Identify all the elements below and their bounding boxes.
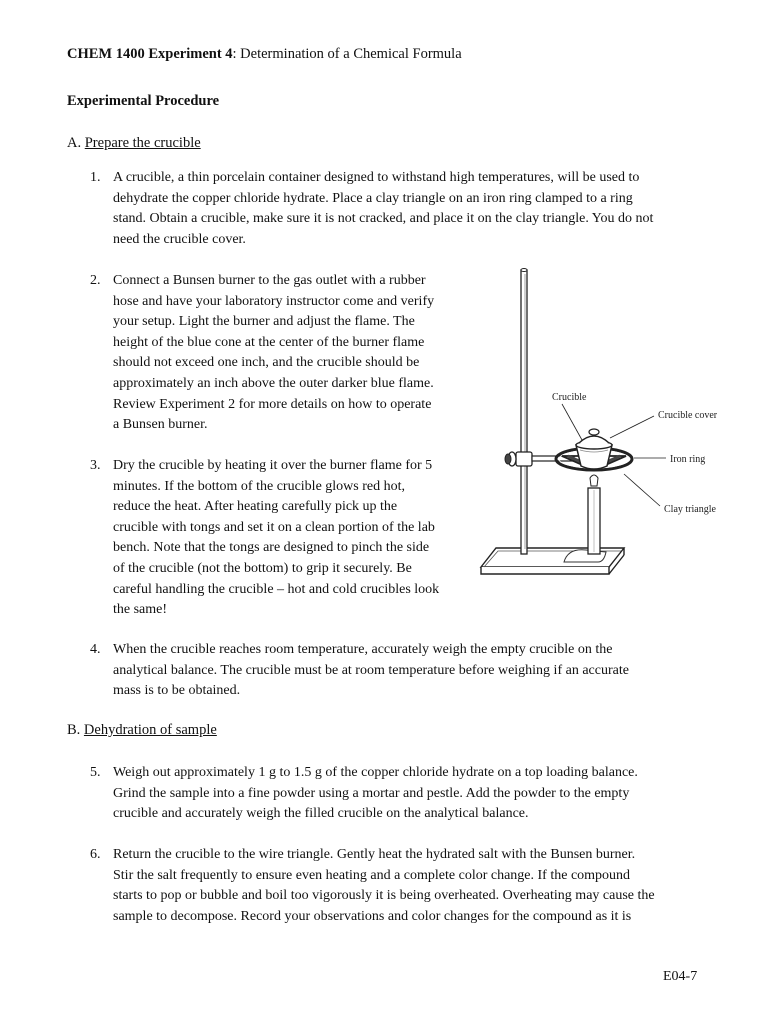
- step-line: need the crucible cover.: [113, 231, 246, 247]
- step-line: your setup. Light the burner and adjust the flame. The: [113, 314, 415, 330]
- title-text: : Determination of a Chemical Formula: [232, 46, 462, 62]
- step-line: crucible with tongs and set it on a clean portion of the lab: [113, 519, 435, 535]
- step-line: Connect a Bunsen burner to the gas outlet with a rubber: [113, 273, 426, 288]
- label-iron-ring: Iron ring: [670, 454, 706, 465]
- step-2: [90, 271, 434, 436]
- part-a-title: Prepare the crucible: [84, 135, 201, 151]
- step-1: [90, 168, 653, 250]
- label-crucible: Crucible: [552, 392, 587, 403]
- step-line: mass is to be obtained.: [113, 683, 241, 699]
- part-b-letter: B.: [67, 722, 84, 738]
- step-line: analytical balance. The crucible must be at room temperature before weighing if an accurate: [113, 662, 629, 678]
- step-line: crucible and accurately weigh the filled crucible on the analytical balance.: [113, 806, 529, 822]
- document-title: [67, 46, 462, 63]
- step-line: Weigh out approximately 1 g to 1.5 g of the copper chloride hydrate on a top loading balance.: [113, 765, 638, 780]
- step-number: 2.: [90, 273, 101, 288]
- step-number: 5.: [90, 765, 101, 780]
- step-line: height of the blue cone at the center of the burner flame: [113, 334, 425, 350]
- step-line: sample to decompose. Record your observations and color changes for the compound as it is: [113, 908, 632, 924]
- step-line: Stir the salt frequently to ensure even heating and a complete color change. If the compound: [113, 867, 631, 883]
- step-line: When the crucible reaches room temperature, accurately weigh the empty crucible on the: [113, 642, 613, 657]
- crucible: [576, 441, 612, 469]
- part-a-letter: A.: [67, 135, 85, 151]
- part-a-heading: [67, 135, 201, 152]
- part-b-heading: [67, 722, 217, 739]
- label-clay-triangle: Clay triangle: [664, 504, 716, 515]
- step-number: 6.: [90, 847, 101, 862]
- step-line: starts to pop or bubble and boil too vigorously it is being overheated. Overheating may cause the: [113, 888, 655, 904]
- ring-stand-rod: [521, 269, 527, 555]
- step-line: minutes. If the bottom of the crucible glows red hot,: [113, 478, 405, 494]
- step-line: Grind the sample into a fine powder using a mortar and pestle. Add the powder to the empty: [113, 785, 630, 801]
- step-line: Review Experiment 2 for more details on how to operate: [113, 396, 432, 412]
- course-label: CHEM 1400 Experiment 4: [67, 46, 233, 62]
- label-crucible-cover: Crucible cover: [658, 410, 718, 421]
- step-5: [90, 763, 638, 825]
- step-line: the same!: [113, 602, 168, 618]
- step-line: hose and have your laboratory instructor come and verify: [113, 293, 435, 309]
- step-line: of the crucible (not the bottom) to grip it securely. Be: [113, 560, 412, 576]
- step-number: 1.: [90, 170, 101, 185]
- bunsen-burner: [588, 475, 600, 554]
- step-line: Return the crucible to the wire triangle. Gently heat the hydrated salt with the Bunsen burner.: [113, 847, 636, 862]
- step-line: bench. Note that the tongs are designed to pinch the side: [113, 540, 430, 556]
- ring-stand-apparatus-figure: [476, 264, 746, 594]
- crucible-cover: [579, 429, 609, 443]
- ring-stand-base: [481, 548, 624, 574]
- step-line: careful handling the crucible – hot and cold crucibles look: [113, 581, 440, 597]
- step-line: Dry the crucible by heating it over the burner flame for 5: [113, 458, 433, 473]
- step-line: A crucible, a thin porcelain container designed to withstand high temperatures, will be used to: [113, 170, 640, 185]
- step-number: 3.: [90, 458, 101, 473]
- page-number: E04-7: [663, 969, 698, 984]
- step-line: approximately an inch above the outer darker blue flame.: [113, 375, 434, 391]
- step-line: stand. Obtain a crucible, make sure it is not cracked, and place it on the clay triangle. You do not: [113, 211, 654, 227]
- step-line: dehydrate the copper chloride hydrate. Place a clay triangle on an iron ring clamped to a ring: [113, 190, 633, 206]
- part-b-title: Dehydration of sample: [83, 722, 217, 738]
- step-3: [90, 456, 439, 621]
- step-4: [90, 640, 629, 702]
- step-line: should not exceed one inch, and the crucible should be: [113, 355, 420, 371]
- section-heading: Experimental Procedure: [67, 93, 220, 109]
- step-line: a Bunsen burner.: [113, 417, 208, 433]
- step-line: reduce the heat. After heating carefully pick up the: [113, 499, 398, 515]
- step-number: 4.: [90, 642, 101, 657]
- step-6: [90, 845, 655, 927]
- label-leader-lines: [562, 404, 666, 506]
